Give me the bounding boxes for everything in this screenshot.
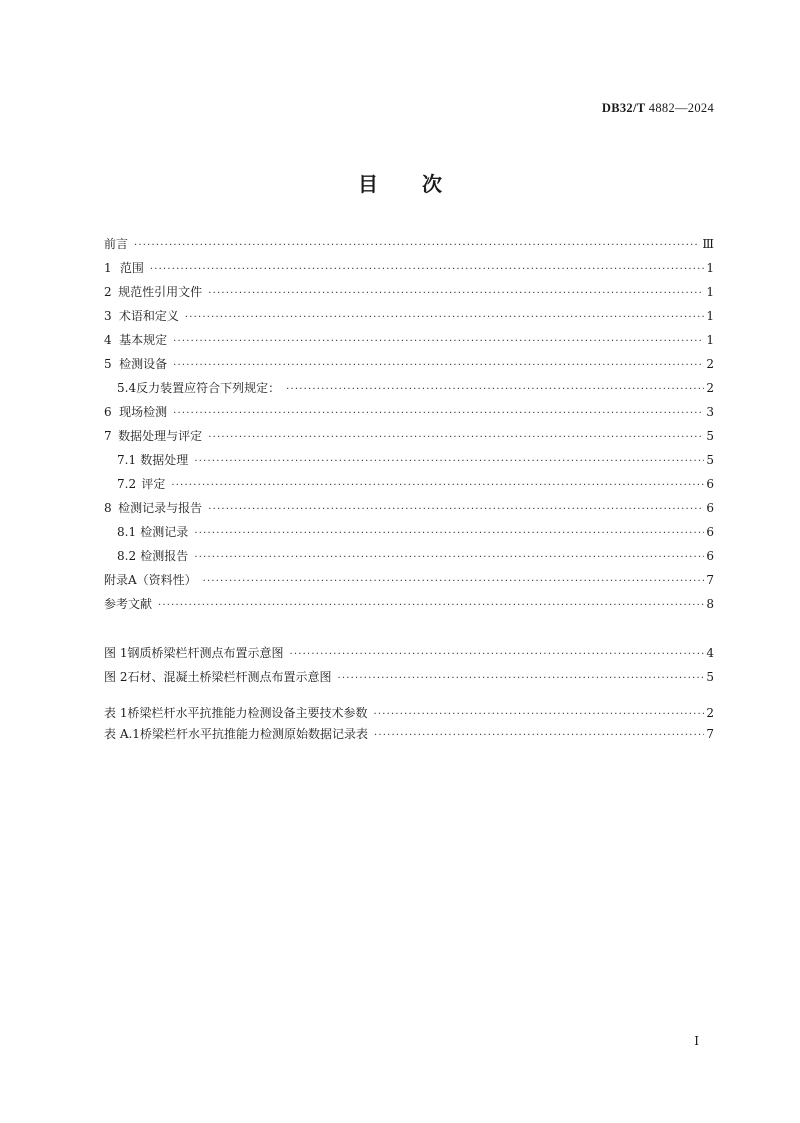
toc-leader-dots [158, 592, 704, 616]
toc-entry-8-2[interactable] [104, 544, 714, 568]
toc-entry-page: 5 [706, 453, 714, 467]
toc-entry-number: 3 [104, 309, 112, 323]
toc-entry-8-1[interactable] [104, 520, 714, 544]
toc-entry-label: 术语和定义 [118, 309, 179, 323]
toc-figure-page: 5 [706, 670, 714, 684]
toc-leader-dots [194, 520, 704, 544]
toc-entry-page: 6 [706, 477, 714, 491]
toc-figure-1[interactable] [104, 641, 714, 665]
toc-entry-number: 5.4 [117, 381, 137, 395]
toc-leader-dots [289, 641, 704, 665]
document-code [602, 101, 714, 116]
toc-entry-appendix-a[interactable] [104, 568, 714, 592]
toc-entry-page: 2 [706, 357, 714, 371]
toc-entry-page: 6 [706, 525, 714, 539]
toc-entry-page: 6 [706, 549, 714, 563]
toc-table-1[interactable] [104, 703, 714, 724]
toc-entry-label: 规范性引用文件 [118, 285, 203, 299]
page-title-char-2: 次 [422, 172, 442, 196]
toc-entry-label: 检测记录与报告 [118, 501, 203, 515]
toc-entry-label: 前言 [104, 237, 129, 251]
toc-entry-label: 基本规定 [119, 333, 168, 347]
toc-entry-page: 3 [706, 405, 714, 419]
toc-entry-number: 7.2 [117, 477, 137, 491]
toc-leader-dots [194, 448, 704, 472]
toc-entry-label: 反力装置应符合下列规定： [136, 381, 281, 395]
toc-entry-page: 8 [706, 597, 714, 611]
toc-figure-label: 钢质桥梁栏杆测点布置示意图 [127, 646, 284, 660]
toc-entry-7[interactable] [104, 424, 714, 448]
toc-figure-2[interactable] [104, 665, 714, 689]
document-code-prefix: DB32/T [601, 101, 646, 115]
toc-entry-8[interactable] [104, 496, 714, 520]
toc-entry-label: 评定 [141, 477, 166, 491]
toc-leader-dots [286, 376, 704, 400]
page-title [0, 168, 800, 197]
toc-main-list [104, 232, 714, 616]
toc-entry-number: 8 [104, 501, 112, 515]
toc-leader-dots [208, 280, 704, 304]
toc-entry-6[interactable] [104, 400, 714, 424]
toc-tables-list [104, 703, 714, 745]
toc-entry-label: 附录A（资料性） [104, 573, 197, 587]
toc-leader-dots [150, 256, 705, 280]
toc-entry-number: 5 [104, 357, 112, 371]
toc-entry-5[interactable] [104, 352, 714, 376]
toc-leader-dots [171, 472, 704, 496]
toc-table-number: 表 1 [104, 706, 128, 720]
toc-entry-number: 4 [104, 333, 112, 347]
toc-entry-page: 6 [706, 501, 714, 515]
toc-figure-number: 图 1 [104, 646, 128, 660]
toc-entry-label: 检测报告 [140, 549, 189, 563]
toc-entry-number: 7 [104, 429, 112, 443]
toc-entry-page: 1 [706, 333, 714, 347]
toc-entry-page: 7 [706, 573, 714, 587]
toc-entry-label: 范围 [119, 261, 144, 275]
toc-entry-references[interactable] [104, 592, 714, 616]
toc-table-number: 表 A.1 [104, 727, 140, 741]
toc-entry-number: 1 [104, 261, 112, 275]
toc-leader-dots [173, 352, 704, 376]
page-title-char-1: 目 [358, 172, 378, 196]
toc-entry-5-4[interactable] [104, 376, 714, 400]
toc-entry-page: 5 [706, 429, 714, 443]
toc-entry-page: 2 [706, 381, 714, 395]
toc-entry-label: 数据处理与评定 [118, 429, 203, 443]
toc-entry-page: 1 [706, 285, 714, 299]
toc-figures-list [104, 641, 714, 689]
toc-table-page: 2 [706, 706, 714, 720]
toc-leader-dots [134, 232, 700, 256]
toc-table-label: 桥梁栏杆水平抗推能力检测原始数据记录表 [139, 727, 368, 741]
toc-table-page: 7 [706, 727, 714, 741]
toc-entry-preface[interactable] [104, 232, 714, 256]
document-code-number: 4882—2024 [648, 101, 714, 115]
toc-entry-4[interactable] [104, 328, 714, 352]
toc-table-label: 桥梁栏杆水平抗推能力检测设备主要技术参数 [127, 706, 368, 720]
toc-entry-label: 检测记录 [140, 525, 189, 539]
toc-leader-dots [208, 496, 704, 520]
toc-entry-label: 数据处理 [140, 453, 189, 467]
toc-entry-page: 1 [706, 309, 714, 323]
toc-entry-3[interactable] [104, 304, 714, 328]
toc-entry-7-1[interactable] [104, 448, 714, 472]
toc-leader-dots [203, 568, 705, 592]
toc-leader-dots [374, 724, 704, 748]
toc-leader-dots [208, 424, 704, 448]
toc-entry-label: 现场检测 [119, 405, 168, 419]
toc-entry-number: 8.2 [117, 549, 137, 563]
toc-entry-number: 7.1 [117, 453, 137, 467]
toc-entry-page: 1 [706, 261, 714, 275]
page-number: I [694, 1034, 699, 1048]
toc-entry-number: 6 [104, 405, 112, 419]
toc-entry-7-2[interactable] [104, 472, 714, 496]
toc-table-a1[interactable] [104, 724, 714, 745]
toc-entry-page: Ⅲ [702, 237, 714, 251]
toc-figure-number: 图 2 [104, 670, 128, 684]
toc-entry-label: 参考文献 [104, 597, 153, 611]
toc-entry-1[interactable] [104, 256, 714, 280]
toc-leader-dots [173, 328, 704, 352]
toc-entry-number: 8.1 [117, 525, 137, 539]
toc-leader-dots [185, 304, 705, 328]
toc-leader-dots [173, 400, 704, 424]
toc-entry-2[interactable] [104, 280, 714, 304]
toc-leader-dots [194, 544, 704, 568]
toc-figure-label: 石材、混凝土桥梁栏杆测点布置示意图 [127, 670, 332, 684]
toc-leader-dots [337, 665, 704, 689]
toc-entry-number: 2 [104, 285, 112, 299]
toc-entry-label: 检测设备 [119, 357, 168, 371]
toc-figure-page: 4 [706, 646, 714, 660]
